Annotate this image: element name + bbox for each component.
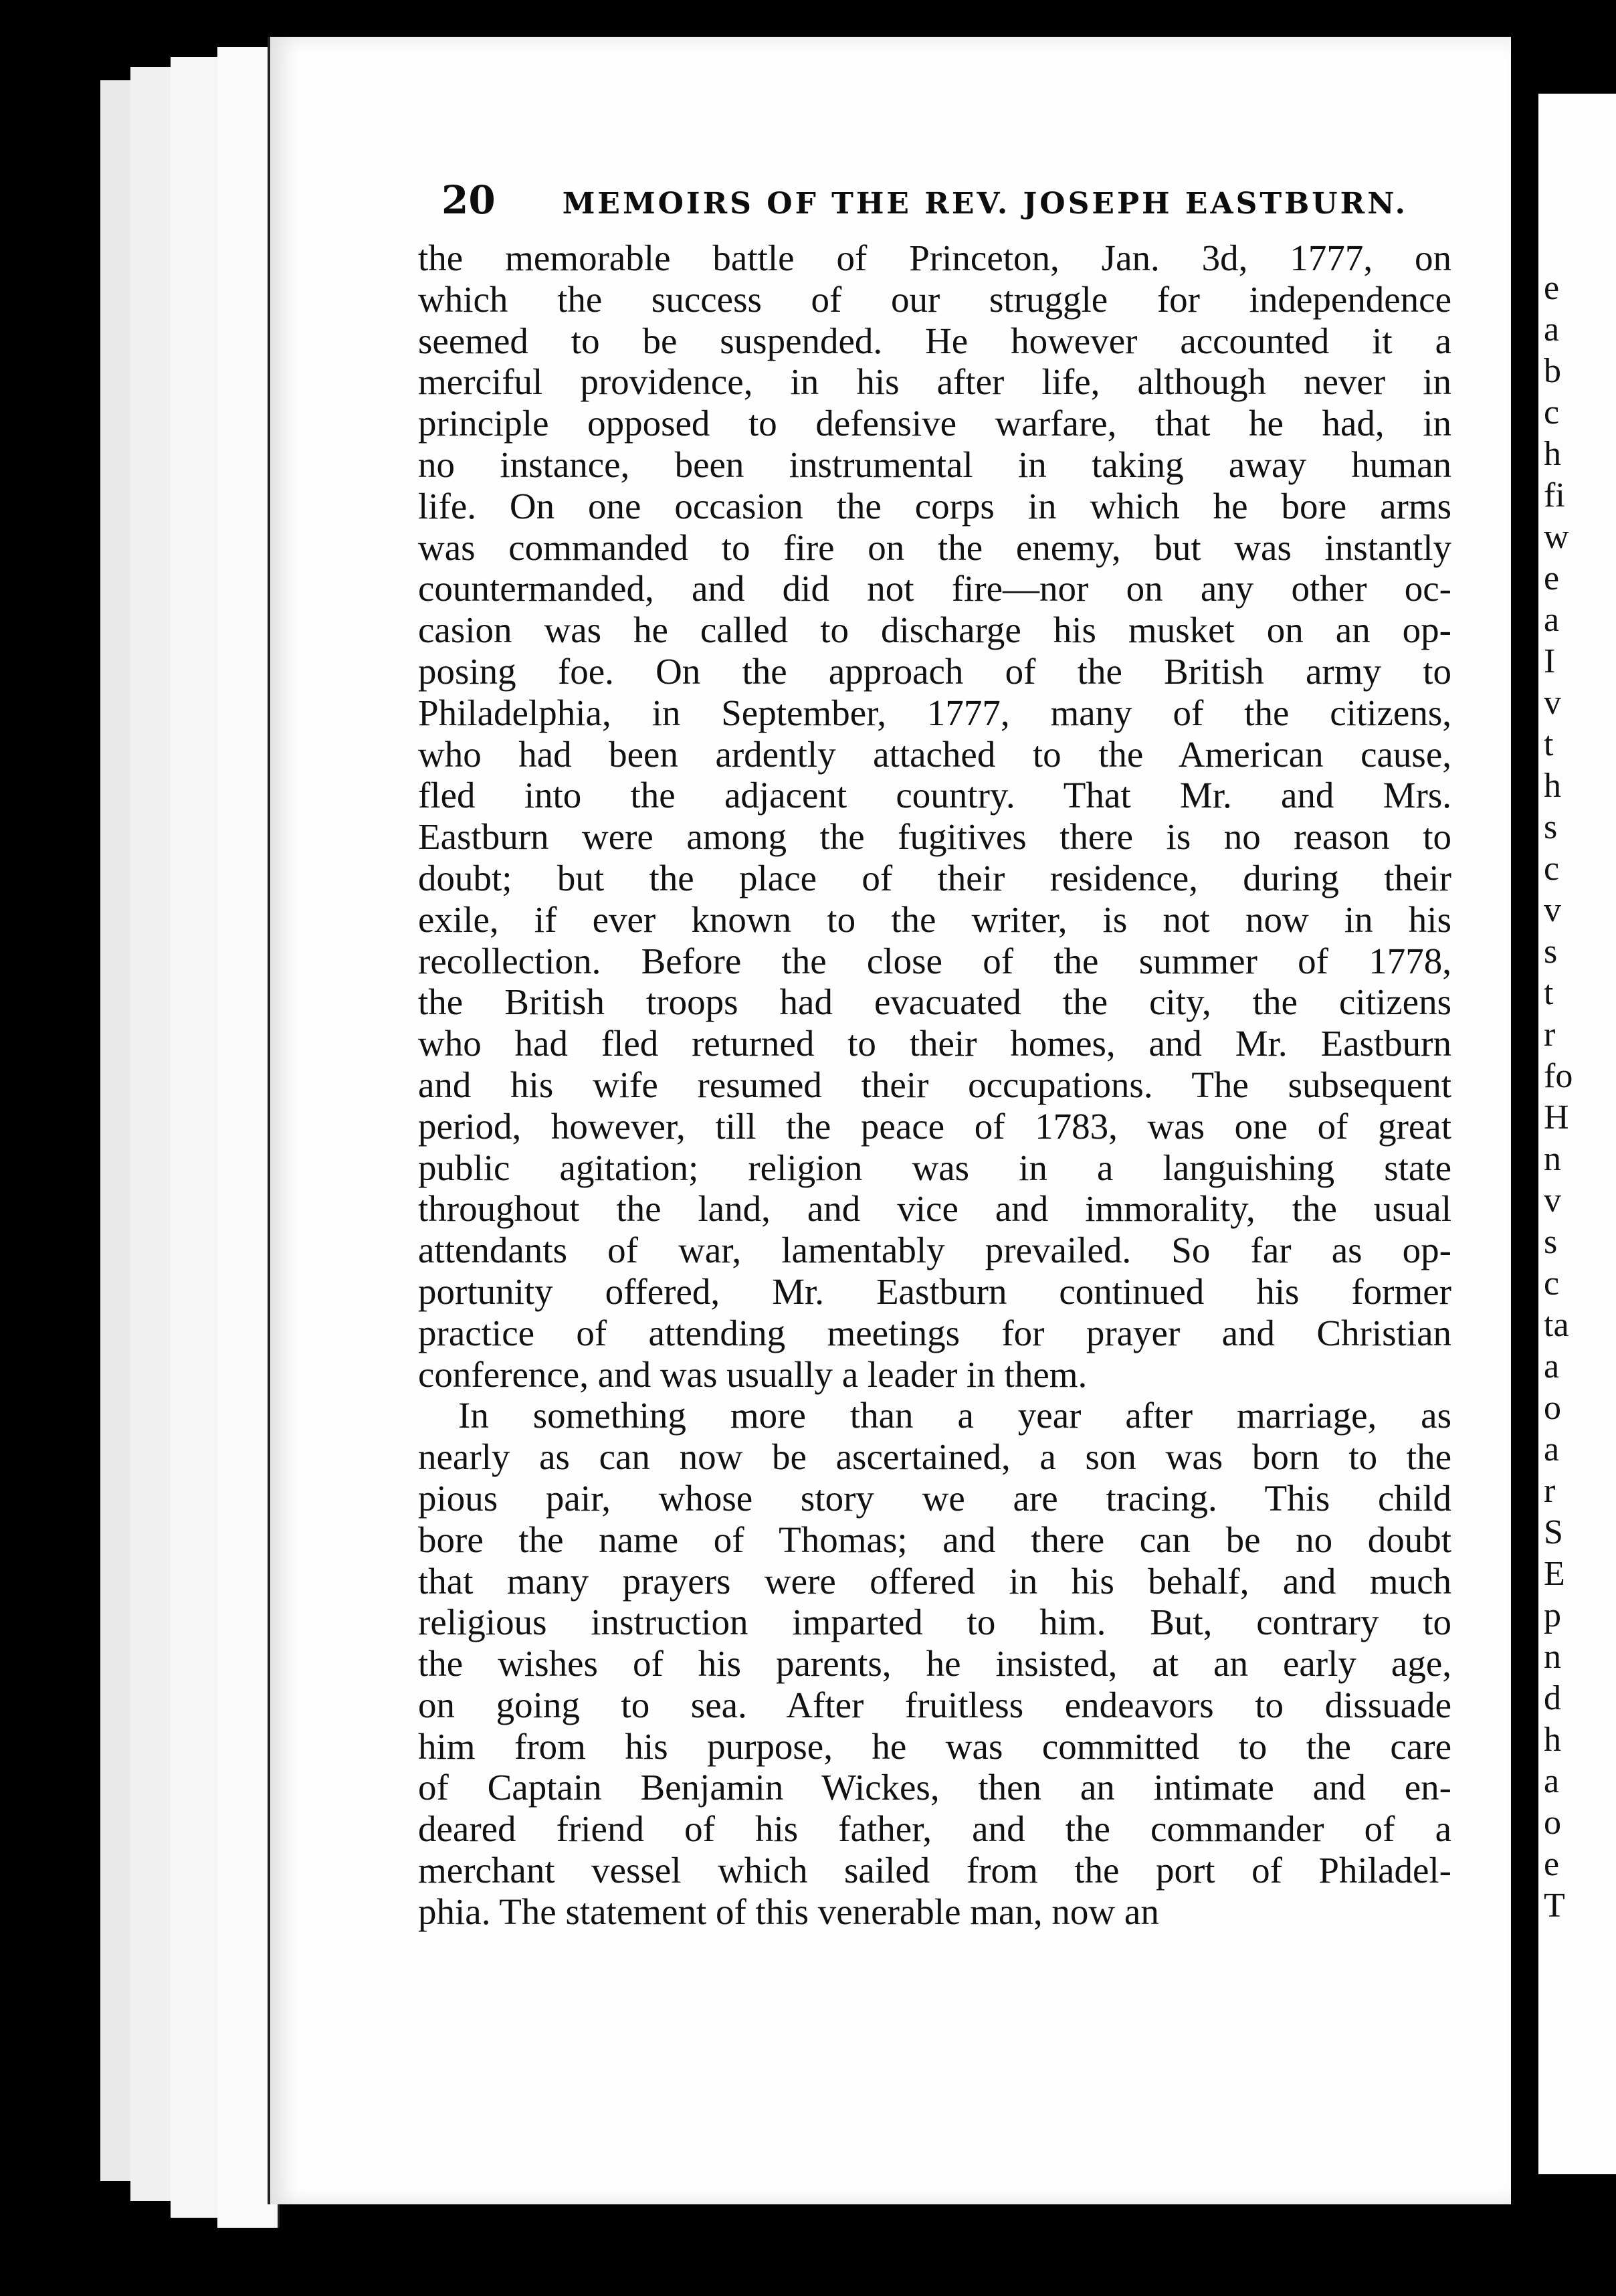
text-line: recollection. Before the close of the summer of 1778,: [418, 940, 1451, 981]
facing-page-letter: a: [1544, 1347, 1560, 1385]
facing-page-letter: T: [1544, 1887, 1565, 1925]
text-line: who had been ardently attached to the American cause,: [418, 733, 1451, 775]
text-line: doubt; but the place of their residence, during their: [418, 857, 1451, 898]
text-line: seemed to be suspended. He however accounted it a: [418, 320, 1451, 361]
facing-page-letter: p: [1544, 1596, 1561, 1634]
facing-page-letter: h: [1544, 1721, 1561, 1759]
facing-page-letter: c: [1544, 1264, 1560, 1303]
page-header: [441, 177, 1408, 231]
running-title: MEMOIRS OF THE REV. JOSEPH EASTBURN.: [562, 187, 1408, 221]
page-number: 20: [441, 177, 496, 223]
text-line: the wishes of his parents, he insisted, at an early age,: [418, 1643, 1451, 1685]
facing-page-letter: h: [1544, 767, 1561, 805]
facing-page-letter: fi: [1544, 476, 1565, 514]
text-line: and his wife resumed their occupations. The subsequent: [418, 1064, 1451, 1105]
text-line: Eastburn were among the fugitives there is no reason to: [418, 816, 1451, 858]
facing-page-letter: e: [1544, 269, 1560, 307]
text-line: portunity offered, Mr. Eastburn continued his former: [418, 1270, 1451, 1312]
text-line: phia. The statement of this venerable man, now an: [418, 1891, 1159, 1932]
facing-page-letter: o: [1544, 1804, 1561, 1842]
body-text: [418, 237, 1451, 1933]
text-line: the British troops had evacuated the city, the citizens: [418, 981, 1451, 1023]
text-line: attendants of war, lamentably prevailed. So far as op-: [418, 1230, 1451, 1271]
text-line: public agitation; religion was in a languishing state: [418, 1147, 1451, 1188]
text-line: practice of attending meetings for prayer and Christian: [418, 1312, 1451, 1353]
facing-page-letter: S: [1544, 1513, 1563, 1551]
text-line: deared friend of his father, and the commander of a: [418, 1808, 1451, 1850]
facing-page-letter: t: [1544, 974, 1554, 1012]
facing-page-letter: e: [1544, 1845, 1560, 1883]
facing-page-letter: n: [1544, 1140, 1561, 1178]
text-line: casion was he called to discharge his musket on an op-: [418, 609, 1451, 651]
facing-page-letter: s: [1544, 933, 1558, 971]
facing-page-letter: ta: [1544, 1306, 1569, 1344]
facing-page-letter: h: [1544, 435, 1561, 473]
facing-page-letter: E: [1544, 1555, 1565, 1593]
facing-page-letter: d: [1544, 1679, 1561, 1717]
text-line: religious instruction imparted to him. But, contrary to: [418, 1602, 1451, 1643]
facing-page-letter: o: [1544, 1389, 1561, 1427]
text-line: him from his purpose, he was committed to the care: [418, 1725, 1451, 1767]
facing-page-letter: c: [1544, 393, 1560, 432]
text-line: merciful providence, in his after life, although never in: [418, 361, 1451, 403]
text-line: no instance, been instrumental in taking away human: [418, 444, 1451, 485]
text-line: bore the name of Thomas; and there can be no doubt: [418, 1519, 1451, 1560]
text-line: who had fled returned to their homes, and Mr. Eastburn: [418, 1023, 1451, 1064]
text-line: pious pair, whose story we are tracing. This child: [418, 1477, 1451, 1519]
text-line: countermanded, and did not fire—nor on any other oc-: [418, 568, 1451, 609]
text-line: on going to sea. After fruitless endeavors to dissuade: [418, 1684, 1451, 1725]
facing-page-letter: t: [1544, 725, 1554, 763]
facing-page-letter: I: [1544, 642, 1556, 680]
text-line: principle opposed to defensive warfare, that he had, in: [418, 403, 1451, 444]
text-line: which the success of our struggle for independence: [418, 278, 1451, 320]
facing-page-letter: H: [1544, 1098, 1569, 1137]
facing-page-letter: a: [1544, 1430, 1560, 1468]
facing-page-letter: a: [1544, 310, 1560, 349]
text-line: conference, and was usually a leader in them.: [418, 1353, 1088, 1395]
facing-page-letter: v: [1544, 1181, 1561, 1220]
facing-page-letters: [1538, 94, 1616, 1927]
facing-page-letter: b: [1544, 352, 1561, 390]
text-line: In something more than a year after marriage, as: [458, 1395, 1451, 1436]
facing-page-letter: fo: [1544, 1057, 1573, 1095]
text-line: nearly as can now be ascertained, a son was born to the: [418, 1436, 1451, 1478]
facing-page-letter: s: [1544, 808, 1558, 846]
text-line: of Captain Benjamin Wickes, then an intimate and en-: [418, 1767, 1451, 1808]
facing-page-letter: r: [1544, 1016, 1556, 1054]
text-line: merchant vessel which sailed from the port of Philadel-: [418, 1850, 1451, 1891]
facing-page: [1538, 94, 1616, 2174]
text-line: posing foe. On the approach of the British army to: [418, 650, 1451, 692]
text-line: Philadelphia, in September, 1777, many of the citizens,: [418, 692, 1451, 733]
facing-page-letter: w: [1544, 518, 1569, 556]
facing-page-letter: e: [1544, 559, 1560, 597]
facing-page-letter: c: [1544, 850, 1560, 888]
text-line: the memorable battle of Princeton, Jan. 3d, 1777, on: [418, 237, 1451, 278]
facing-page-letter: r: [1544, 1472, 1556, 1510]
text-line: fled into the adjacent country. That Mr. and Mrs.: [418, 775, 1451, 816]
facing-page-letter: a: [1544, 601, 1560, 639]
text-line: that many prayers were offered in his behalf, and much: [418, 1560, 1451, 1602]
facing-page-letter: s: [1544, 1223, 1558, 1261]
text-line: period, however, till the peace of 1783, was one of great: [418, 1105, 1451, 1147]
text-line: throughout the land, and vice and immorality, the usual: [418, 1188, 1451, 1230]
facing-page-letter: v: [1544, 684, 1561, 722]
facing-page-letter: a: [1544, 1762, 1560, 1800]
facing-page-letter: n: [1544, 1638, 1561, 1676]
text-line: exile, if ever known to the writer, is not now in his: [418, 898, 1451, 940]
text-line: life. On one occasion the corps in which he bore arms: [418, 485, 1451, 527]
text-line: was commanded to fire on the enemy, but was instantly: [418, 527, 1451, 568]
facing-page-letter: v: [1544, 891, 1561, 929]
